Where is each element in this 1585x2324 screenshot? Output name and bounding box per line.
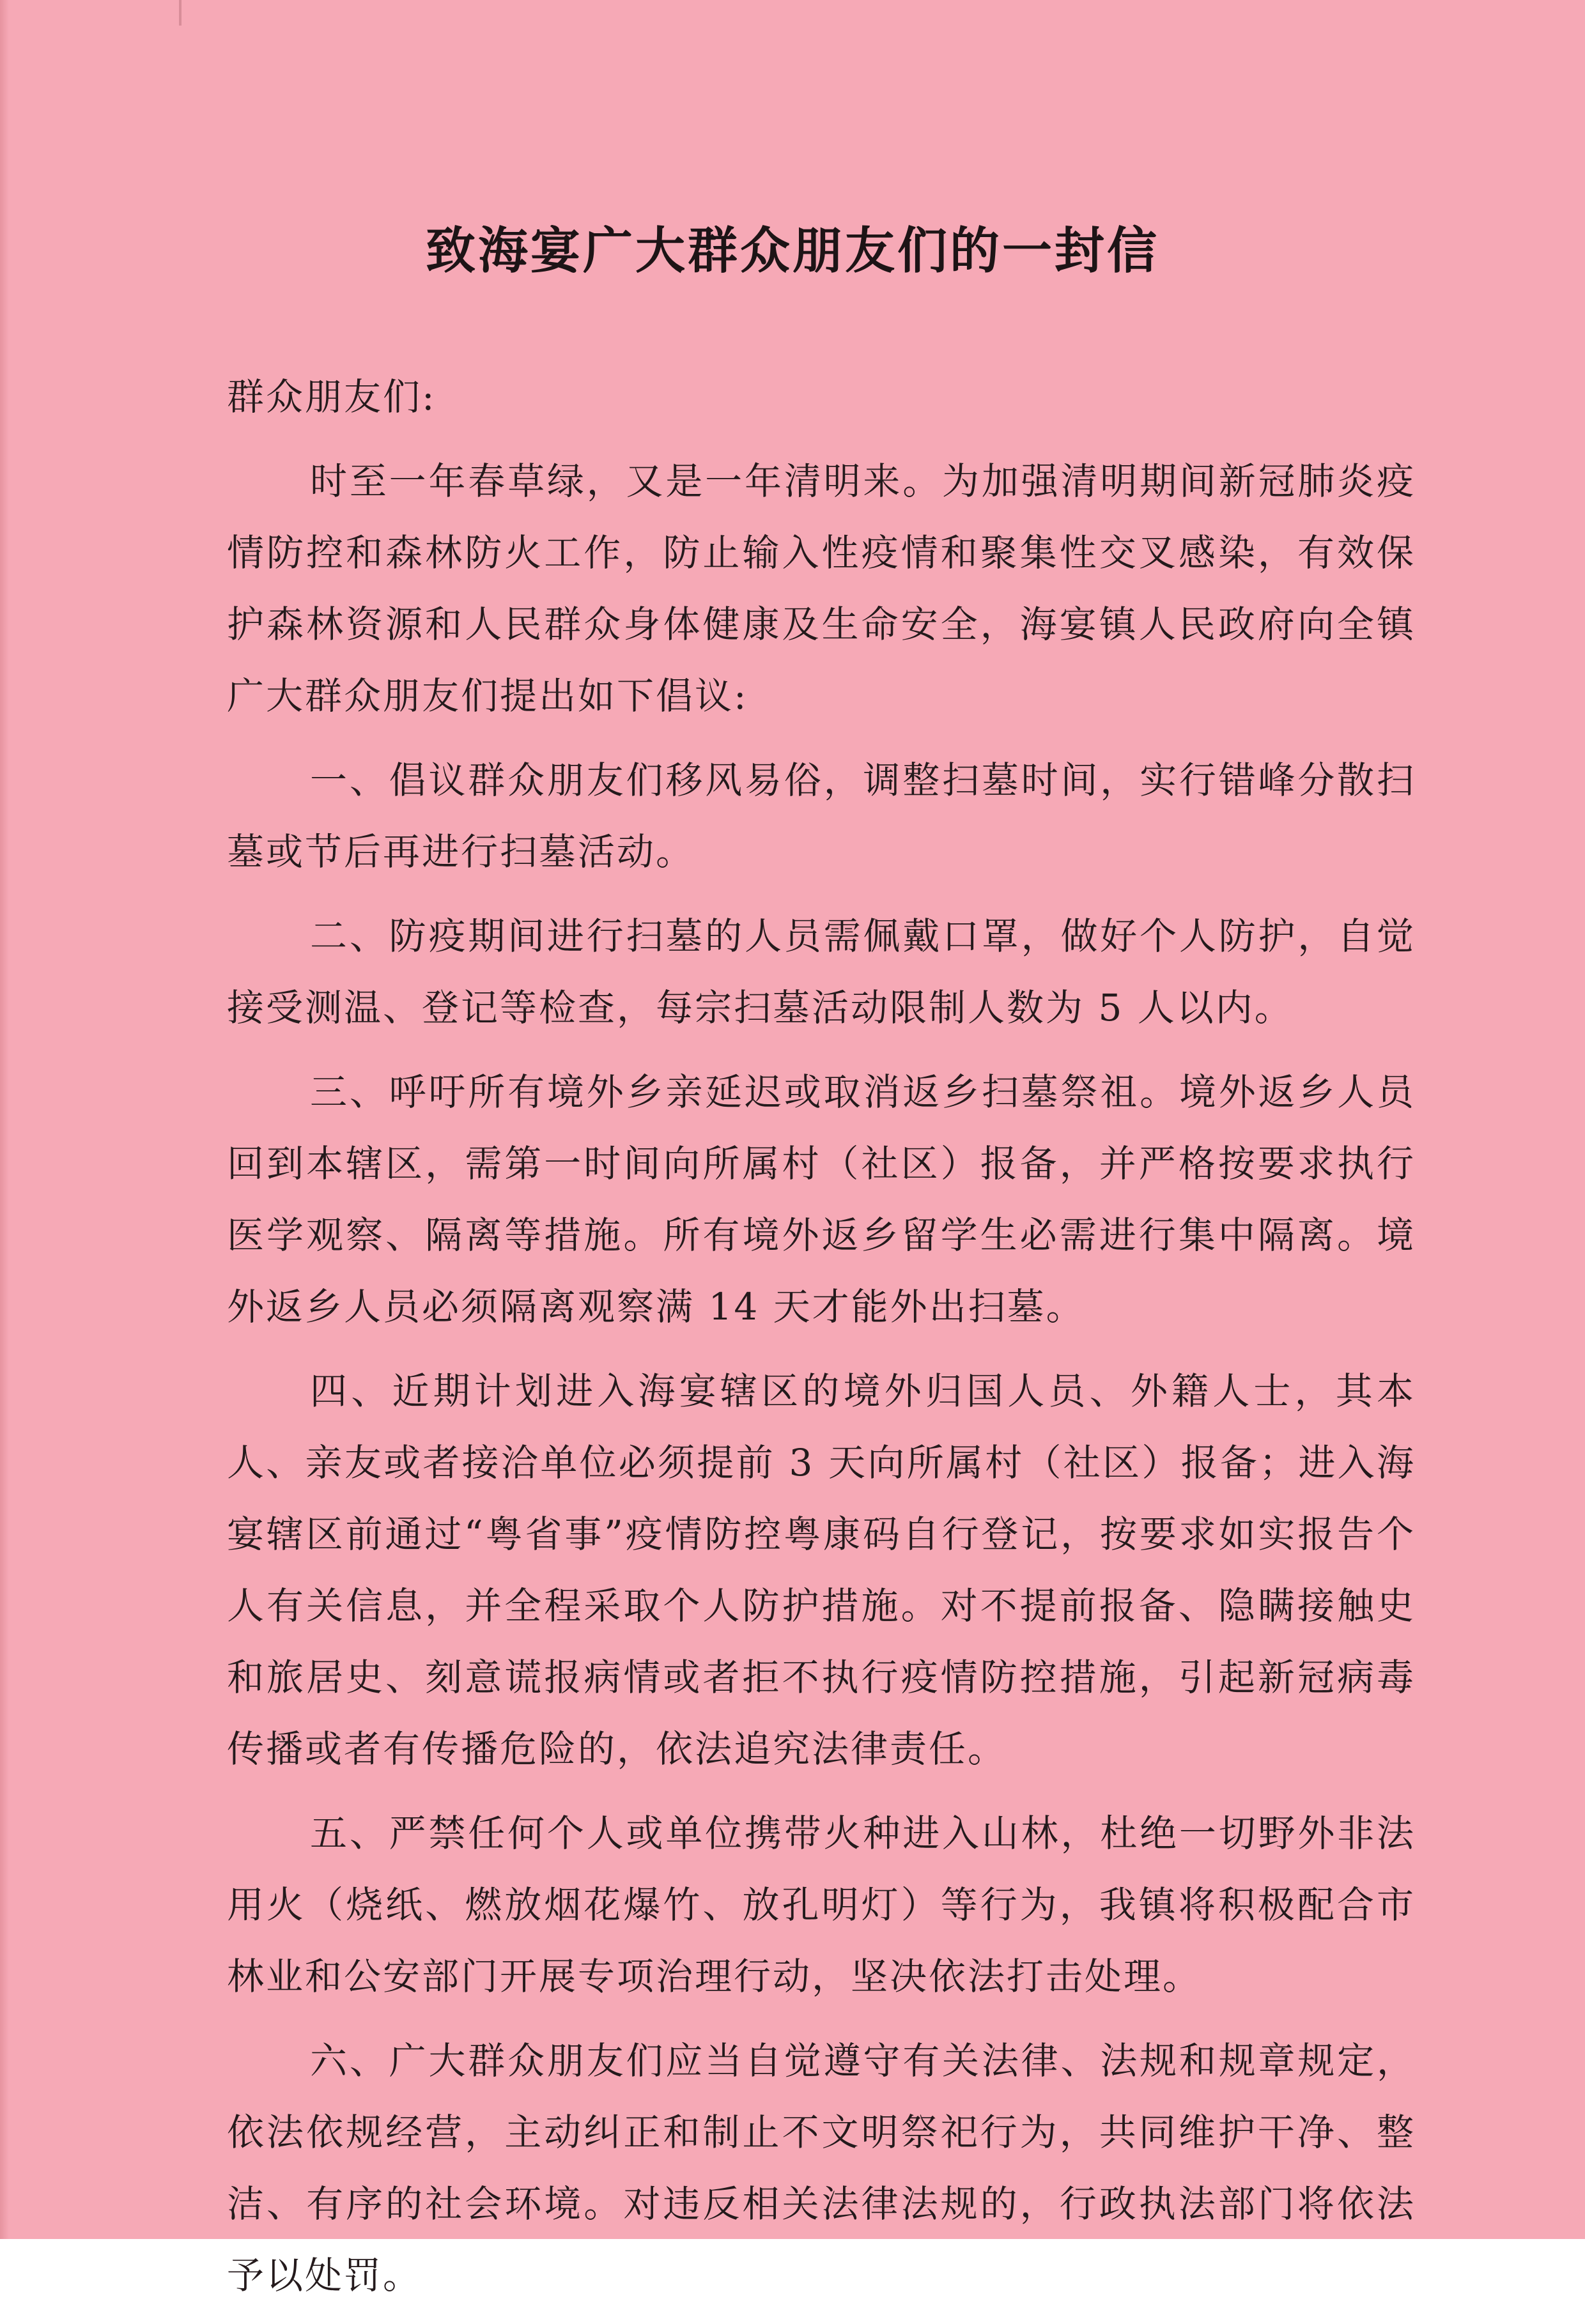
paragraph-item-5: 五、严禁任何个人或单位携带火种进入山林，杜绝一切野外非法用火（烧纸、燃放烟花爆竹、放孔明灯）等行为，我镇将积极配合市林业和公安部门开展专项治理行动，坚决依法打击处理。 [227, 1812, 1416, 1998]
paragraph-item-2: 二、防疫期间进行扫墓的人员需佩戴口罩，做好个人防护，自觉接受测温、登记等检查，每宗扫墓活动限制人数为 5 人以内。 [227, 914, 1416, 1029]
letter-title: 致海宴广大群众朋友们的一封信 [425, 222, 1159, 280]
paper-left-edge [0, 0, 9, 2239]
paragraph-item-3: 三、呼吁所有境外乡亲延迟或取消返乡扫墓祭祖。境外返乡人员回到本辖区，需第一时间向所属村（社区）报备，并严格按要求执行医学观察、隔离等措施。所有境外返乡留学生必需进行集中隔离。境外返乡人员必须隔离观察满 14 天才能外出扫墓。 [227, 1070, 1416, 1328]
paragraph-intro: 时至一年春草绿，又是一年清明来。为加强清明期间新冠肺炎疫情防控和森林防火工作，防止输入性疫情和聚集性交叉感染，有效保护森林资源和人民群众身体健康及生命安全，海宴镇人民政府向全镇广大群众朋友们提出如下倡议: [227, 459, 1416, 718]
paragraph-item-6: 六、广大群众朋友们应当自觉遵守有关法律、法规和规章规定，依法依规经营，主动纠正和制止不文明祭祀行为，共同维护干净、整洁、有序的社会环境。对违反相关法律法规的，行政执法部门将依法予以处罚。 [227, 2039, 1416, 2297]
paragraph-item-4: 四、近期计划进入海宴辖区的境外归国人员、外籍人士，其本人、亲友或者接洽单位必须提前 3 天向所属村（社区）报备；进入海宴辖区前通过“粤省事”疫情防控粤康码自行登记，按要求如实报告个人有关信息，并全程采取个人防护措施。对不提前报备、隐瞒接触史和旅居史、刻意谎报病情或者拒不执行疫情防控措施，引起新冠病毒传播或者有传播危险的，依法追究法律责任。 [227, 1369, 1416, 1771]
letter-body [227, 361, 1416, 2324]
paper-mark [179, 0, 182, 26]
salutation: 群众朋友们: [227, 375, 437, 419]
paragraph-item-1: 一、倡议群众朋友们移风易俗，调整扫墓时间，实行错峰分散扫墓或节后再进行扫墓活动。 [227, 758, 1416, 873]
